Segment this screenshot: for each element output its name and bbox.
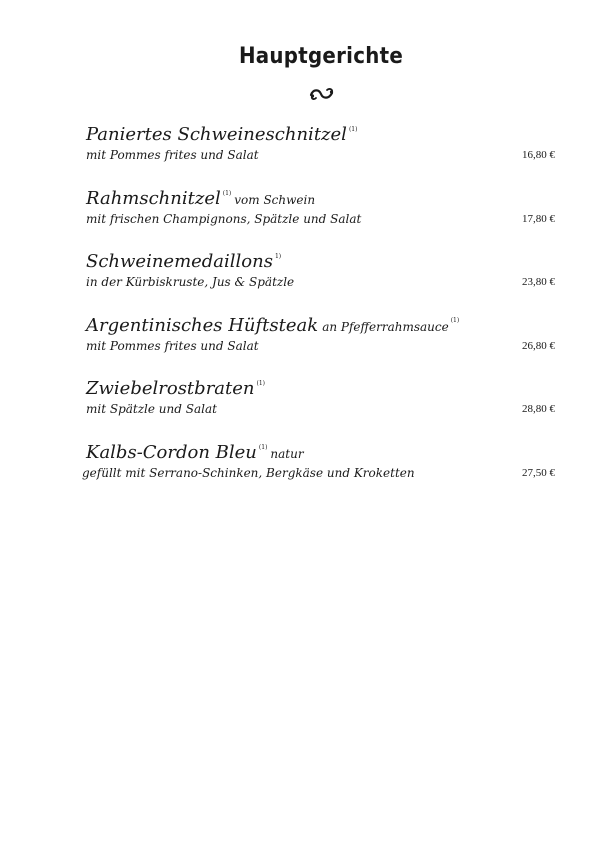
allergen-note: (1): [258, 444, 268, 451]
dish-description: mit Pommes frites und Salat: [86, 148, 259, 162]
menu-item: [0, 120, 600, 170]
dish-name-line: [86, 311, 462, 337]
allergen-note-trailing: (1): [450, 317, 460, 324]
dish-price: 23,80 €: [522, 276, 555, 288]
dish-price: 26,80 €: [522, 340, 555, 352]
menu-item: [0, 247, 600, 297]
dish-name-line: [86, 184, 315, 210]
allergen-note: (1): [222, 190, 232, 197]
dish-description: mit Spätzle und Salat: [86, 402, 217, 416]
dish-name: Kalbs-Cordon Bleu: [86, 442, 257, 463]
menu-item: [0, 438, 600, 488]
dish-name: Rahmschnitzel: [86, 188, 221, 209]
flourish-icon: [309, 86, 335, 102]
dish-description: gefüllt mit Serrano-Schinken, Bergkäse und Kroketten: [82, 466, 415, 480]
allergen-note: (1): [256, 380, 266, 387]
dish-price: 28,80 €: [522, 403, 555, 415]
menu-item: [0, 374, 600, 424]
dish-suffix: an Pfefferrahmsauce: [322, 320, 449, 334]
dish-name: Zwiebelrostbraten: [86, 378, 255, 399]
dish-name-line: [86, 438, 304, 464]
dish-suffix: vom Schwein: [234, 193, 316, 207]
dish-name: Paniertes Schweineschnitzel: [86, 124, 347, 145]
menu-item: [0, 184, 600, 234]
dish-name-line: [86, 247, 284, 273]
dish-description: in der Kürbiskruste, Jus & Spätzle: [86, 275, 295, 289]
dish-name-line: [86, 374, 268, 400]
dish-name: Schweinemedaillons: [86, 251, 273, 272]
allergen-note: 1): [274, 253, 282, 260]
dish-price: 17,80 €: [522, 213, 555, 225]
dish-description: mit frischen Champignons, Spätzle und Salat: [86, 212, 362, 226]
dish-price: 16,80 €: [522, 149, 555, 161]
page-title: Hauptgerichte: [238, 44, 404, 69]
dish-name: Argentinisches Hüftsteak: [86, 315, 319, 336]
allergen-note: (1): [348, 126, 358, 133]
dish-suffix: natur: [270, 447, 304, 461]
menu-item: [0, 311, 600, 361]
dish-description: mit Pommes frites und Salat: [86, 339, 259, 353]
dish-price: 27,50 €: [522, 467, 555, 479]
dish-name-line: [86, 120, 360, 146]
